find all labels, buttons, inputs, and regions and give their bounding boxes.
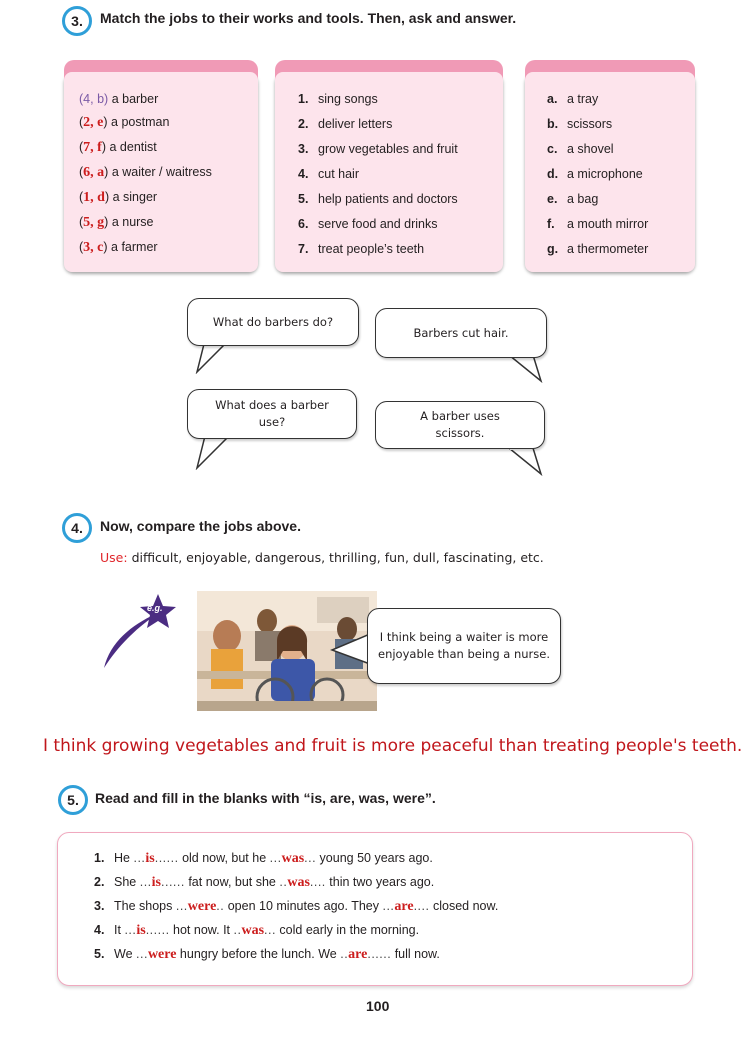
works-card xyxy=(275,72,503,272)
section-5-title: Read and fill in the blanks with “is, are, was, were”. xyxy=(95,790,436,806)
bubble-tail xyxy=(505,448,545,476)
job-answer: 6, a xyxy=(83,165,105,180)
job-answer: 3, c xyxy=(83,240,104,255)
job-answer: 5, g xyxy=(83,215,105,230)
tool-row: c. a shovel xyxy=(547,142,614,156)
bubble-tail xyxy=(505,355,545,383)
work-row: 2. deliver letters xyxy=(298,117,393,131)
speech-bubble-question-2: What does a barber use? xyxy=(187,389,357,439)
page-number: 100 xyxy=(366,998,390,1014)
tool-row: e. a bag xyxy=(547,192,599,206)
job-row: (5, g) a nurse xyxy=(79,215,154,230)
blank-answer: is xyxy=(151,875,161,890)
tool-row: g. a thermometer xyxy=(547,242,649,256)
work-row: 1. sing songs xyxy=(298,92,378,106)
tool-row: d. a microphone xyxy=(547,167,643,181)
work-row: 3. grow vegetables and fruit xyxy=(298,142,458,156)
job-label: a singer xyxy=(112,190,158,204)
speech-bubble-answer-2: A barber uses scissors. xyxy=(375,401,545,449)
use-words-line xyxy=(100,550,544,565)
work-row: 6. serve food and drinks xyxy=(298,217,438,231)
section-4-number: 4. xyxy=(62,513,92,543)
work-row: 4. cut hair xyxy=(298,167,359,181)
section-4-title: Now, compare the jobs above. xyxy=(100,518,301,534)
fill-blanks-box xyxy=(57,832,693,986)
tool-row: a. a tray xyxy=(547,92,599,106)
job-label: a barber xyxy=(111,92,159,106)
tools-card xyxy=(525,72,695,272)
blank-answer: were xyxy=(187,899,217,914)
fill-row: 1. He ...is...... old now, but he ...was... young 50 years ago. xyxy=(94,851,433,866)
fill-row: 3. The shops ...were.. open 10 minutes ago. They ...are.... closed now. xyxy=(94,899,499,914)
eg-label: e.g. xyxy=(147,603,163,613)
section-3-title: Match the jobs to their works and tools. Then, ask and answer. xyxy=(100,10,517,26)
job-label: a postman xyxy=(111,115,170,129)
job-answer: 7, f xyxy=(83,140,102,155)
job-label: a waiter / waitress xyxy=(111,165,212,179)
use-label: Use: xyxy=(100,550,128,565)
job-row: (7, f) a dentist xyxy=(79,140,157,155)
student-answer: I think growing vegetables and fruit is more peaceful than treating people's teeth. xyxy=(43,736,743,756)
blank-answer: is xyxy=(145,851,155,866)
use-words: difficult, enjoyable, dangerous, thrilling, fun, dull, fascinating, etc. xyxy=(131,550,544,565)
job-answer: 4, b xyxy=(83,92,105,106)
job-row: (3, c) a farmer xyxy=(79,240,158,255)
work-row: 7. treat people’s teeth xyxy=(298,242,425,256)
job-row: (2, e) a postman xyxy=(79,115,170,130)
blank-answer: was xyxy=(281,851,305,866)
tool-row: b. scissors xyxy=(547,117,613,131)
job-row: (6, a) a waiter / waitress xyxy=(79,165,212,180)
blank-answer: is xyxy=(136,923,146,938)
job-label: a nurse xyxy=(111,215,154,229)
job-answer: 1, d xyxy=(83,190,105,205)
bubble-tail xyxy=(330,628,372,668)
job-row: (1, d) a singer xyxy=(79,190,158,205)
tool-row: f. a mouth mirror xyxy=(547,217,649,231)
jobs-card xyxy=(64,72,258,272)
speech-bubble-answer-1: Barbers cut hair. xyxy=(375,308,547,358)
blank-answer: are xyxy=(348,947,368,962)
fill-row: 2. She ...is...... fat now, but she ..was.... thin two years ago. xyxy=(94,875,435,890)
blank-answer: were xyxy=(147,947,177,962)
speech-bubble-question-1: What do barbers do? xyxy=(187,298,359,346)
blank-answer: was xyxy=(287,875,310,890)
blank-answer: are xyxy=(394,899,414,914)
work-row: 5. help patients and doctors xyxy=(298,192,458,206)
job-label: a dentist xyxy=(109,140,157,154)
fill-row: 5. We ...were hungry before the lunch. We ..are...... full now. xyxy=(94,947,440,962)
job-label: a farmer xyxy=(111,240,158,254)
blank-answer: was xyxy=(241,923,265,938)
job-row: (4, b) a barber xyxy=(79,92,159,106)
example-speech-bubble: I think being a waiter is more enjoyable than being a nurse. xyxy=(367,608,561,684)
section-3-number: 3. xyxy=(62,6,92,36)
bubble-tail xyxy=(195,436,235,470)
section-5-number: 5. xyxy=(58,785,88,815)
star-icon xyxy=(96,590,180,670)
job-answer: 2, e xyxy=(83,115,104,130)
fill-row: 4. It ...is...... hot now. It ..was... cold early in the morning. xyxy=(94,923,420,938)
